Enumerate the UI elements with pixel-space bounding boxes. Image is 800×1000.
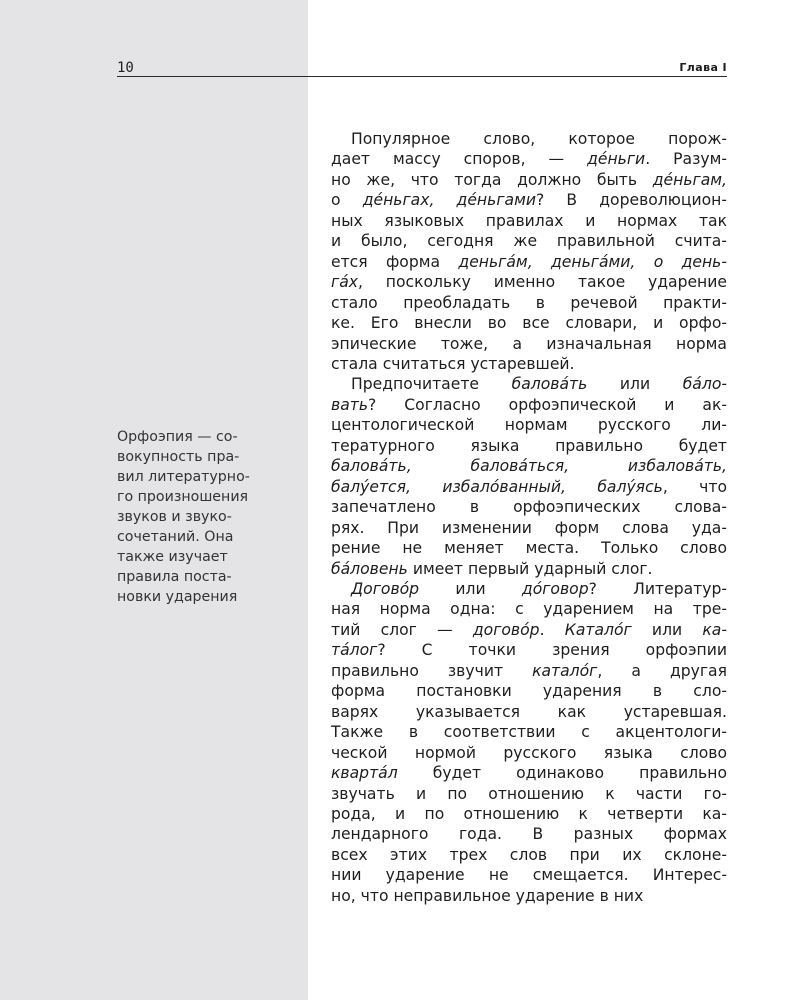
page-header xyxy=(117,60,727,77)
text-line xyxy=(331,722,727,742)
text-line xyxy=(331,395,727,415)
text-run: и было, сегодня же правильной счита- xyxy=(331,232,727,251)
text-line xyxy=(331,518,727,538)
stressed-word: балу́ется, избало́ванный, балу́ясь xyxy=(331,477,663,496)
text-line xyxy=(331,559,727,579)
text-line xyxy=(331,661,727,681)
text-run: рях. При изменении форм слова уда- xyxy=(331,518,727,537)
margin-note-line: Орфоэпия — со- xyxy=(117,429,238,445)
text-line xyxy=(331,272,727,292)
text-line xyxy=(331,231,727,251)
text-run: имеет первый ударный слог. xyxy=(407,559,653,578)
text-run: стала считаться устаревшей. xyxy=(331,354,575,373)
stressed-word: ба́ло- xyxy=(682,375,727,394)
text-line xyxy=(331,170,727,190)
margin-note-line: го произношения xyxy=(117,489,249,505)
text-line xyxy=(331,456,727,476)
stressed-word: балова́ть xyxy=(511,375,588,394)
text-run: будет одинаково правильно xyxy=(397,764,727,783)
text-line xyxy=(331,845,727,865)
stressed-word: де́ньгам, xyxy=(652,170,727,189)
stressed-word: Катало́г xyxy=(564,620,632,639)
text-run: , что xyxy=(662,477,727,496)
text-run: всех этих трех слов при их склоне- xyxy=(331,845,727,864)
main-text xyxy=(331,129,727,906)
text-line xyxy=(331,538,727,558)
text-line xyxy=(331,579,727,599)
stressed-word: ба́ловень xyxy=(331,559,408,578)
text-line xyxy=(331,640,727,660)
text-line xyxy=(331,865,727,885)
text-run: ная норма одна: с ударением на тре- xyxy=(331,600,727,619)
text-line xyxy=(331,784,727,804)
page-number: 10 xyxy=(117,60,134,76)
text-run: звучать и по отношению к части го- xyxy=(331,784,727,803)
text-run: правильно звучит xyxy=(331,661,533,680)
text-line xyxy=(331,374,727,394)
text-line xyxy=(331,681,727,701)
text-run: но же, что тогда должно быть xyxy=(331,170,653,189)
stressed-word: балова́ть, балова́ться, избалова́ть, xyxy=(331,457,727,476)
text-run: но, что неправильное ударение в них xyxy=(331,886,644,905)
text-run: лендарного года. В разных формах xyxy=(331,825,727,844)
text-run: форма постановки ударения в сло- xyxy=(331,682,727,701)
margin-note xyxy=(117,427,287,607)
text-line xyxy=(331,415,727,435)
text-run: центологической нормам русского ли- xyxy=(331,416,727,435)
text-run: Также в соответствии с акцентологи- xyxy=(331,723,727,742)
text-run: запечатлено в орфоэпических слова- xyxy=(331,498,727,517)
text-run: ческой нормой русского языка слово xyxy=(331,743,727,762)
text-run: Предпочитаете xyxy=(351,375,512,394)
text-run: стало преобладать в речевой практи- xyxy=(331,293,727,312)
chapter-title: Глава I xyxy=(679,61,727,74)
text-run: ных языковых правилах и нормах так xyxy=(331,211,727,230)
text-line xyxy=(331,804,727,824)
text-line xyxy=(331,702,727,722)
text-line xyxy=(331,620,727,640)
text-line xyxy=(331,334,727,354)
text-line xyxy=(331,252,727,272)
text-run: тературного языка правильно будет xyxy=(331,436,727,455)
text-line xyxy=(331,149,727,169)
stressed-word: до́говор xyxy=(521,579,589,598)
text-line xyxy=(331,824,727,844)
text-run: ? Литератур- xyxy=(588,579,728,598)
text-line xyxy=(331,129,727,149)
margin-note-line: вил литературно- xyxy=(117,469,250,485)
text-line xyxy=(331,599,727,619)
text-line xyxy=(331,436,727,456)
stressed-word: вать xyxy=(331,395,369,414)
text-run: тий слог — xyxy=(331,620,473,639)
text-line xyxy=(331,763,727,783)
text-run: ? В дореволюцион- xyxy=(535,191,728,210)
text-run: эпические тоже, а изначальная норма xyxy=(331,334,727,353)
stressed-word: догово́р xyxy=(472,620,540,639)
text-line xyxy=(331,190,727,210)
text-run: ? Согласно орфоэпической и ак- xyxy=(368,395,727,414)
text-line xyxy=(331,477,727,497)
margin-note-line: новки ударения xyxy=(117,589,238,605)
text-line xyxy=(331,354,727,374)
text-run: рение не меняет места. Только слово xyxy=(331,539,727,558)
stressed-word: кварта́л xyxy=(331,764,398,783)
stressed-word: де́ньги xyxy=(587,150,646,169)
text-line xyxy=(331,313,727,333)
text-line xyxy=(331,743,727,763)
margin-note-line: сочетаний. Она xyxy=(117,529,234,545)
margin-note-line: вокупность пра- xyxy=(117,449,240,465)
stressed-word: деньга́м, деньга́ми, о день- xyxy=(458,252,727,271)
stressed-word: катало́г xyxy=(532,661,598,680)
text-run: или xyxy=(587,375,683,394)
text-run: , поскольку именно такое ударение xyxy=(357,273,727,292)
text-run: дает массу споров, — xyxy=(331,150,588,169)
text-line xyxy=(331,293,727,313)
text-run: о xyxy=(331,191,363,210)
text-run: или xyxy=(631,620,703,639)
text-run: Популярное слово, которое порож- xyxy=(351,130,727,148)
text-run: ется форма xyxy=(331,252,459,271)
text-run: , а другая xyxy=(597,661,727,680)
text-line xyxy=(331,211,727,231)
text-run: ке. Его внесли во все словари, и орфо- xyxy=(331,314,727,333)
text-run: . xyxy=(539,620,565,639)
stressed-word: ка- xyxy=(702,620,727,639)
text-run: или xyxy=(419,579,522,598)
text-run: рода, и по отношению к четверти ка- xyxy=(331,804,727,823)
margin-note-line: звуков и звуко- xyxy=(117,509,232,525)
margin-note-line: правила поста- xyxy=(117,569,232,585)
stressed-word: де́ньгах, де́ньгами xyxy=(362,191,536,210)
text-run: . Разум- xyxy=(645,150,727,169)
stressed-word: Догово́р xyxy=(351,579,420,598)
stressed-word: га́х xyxy=(331,273,358,292)
stressed-word: та́лог xyxy=(331,641,378,660)
text-run: ? С точки зрения орфоэпии xyxy=(377,641,727,660)
text-run: нии ударение не смещается. Интерес- xyxy=(331,866,727,885)
text-line xyxy=(331,886,727,906)
text-run: варях указывается как устаревшая. xyxy=(331,702,727,721)
text-line xyxy=(331,497,727,517)
margin-note-line: также изучает xyxy=(117,549,228,565)
